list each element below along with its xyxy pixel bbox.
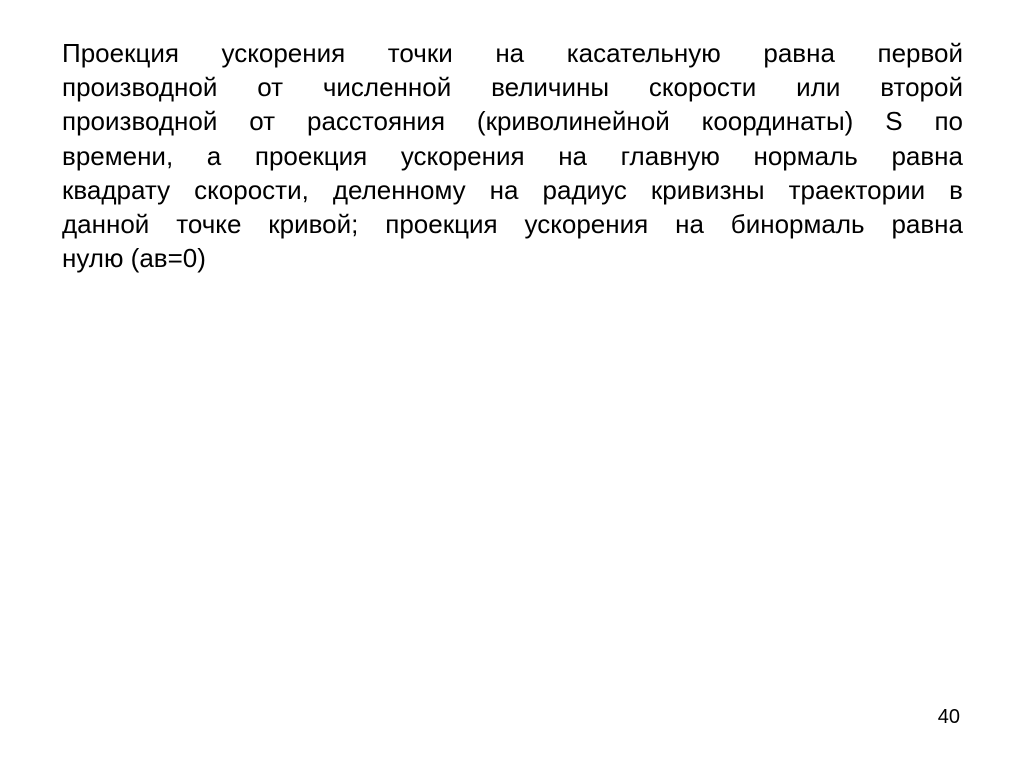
paragraph-line-6: данной точке кривой; проекция ускорения на бинормаль равна [62,208,963,239]
paragraph-line-4: времени, а проекция ускорения на главную нормаль равна [62,140,963,171]
paragraph-line-2: производной от численной величины скорости или второй [62,72,963,103]
page-number: 40 [937,706,960,728]
paragraph-line-1: Проекция ускорения точки на касательную равна первой [62,38,963,68]
body-paragraph [62,36,963,275]
paragraph-line-3: производной от расстояния (криволинейной координаты) S по [62,106,963,137]
paragraph-line-5: квадрату скорости, деленному на радиус кривизны траектории в [62,174,963,205]
paragraph-line-7: нулю (aв=0) [62,243,206,274]
